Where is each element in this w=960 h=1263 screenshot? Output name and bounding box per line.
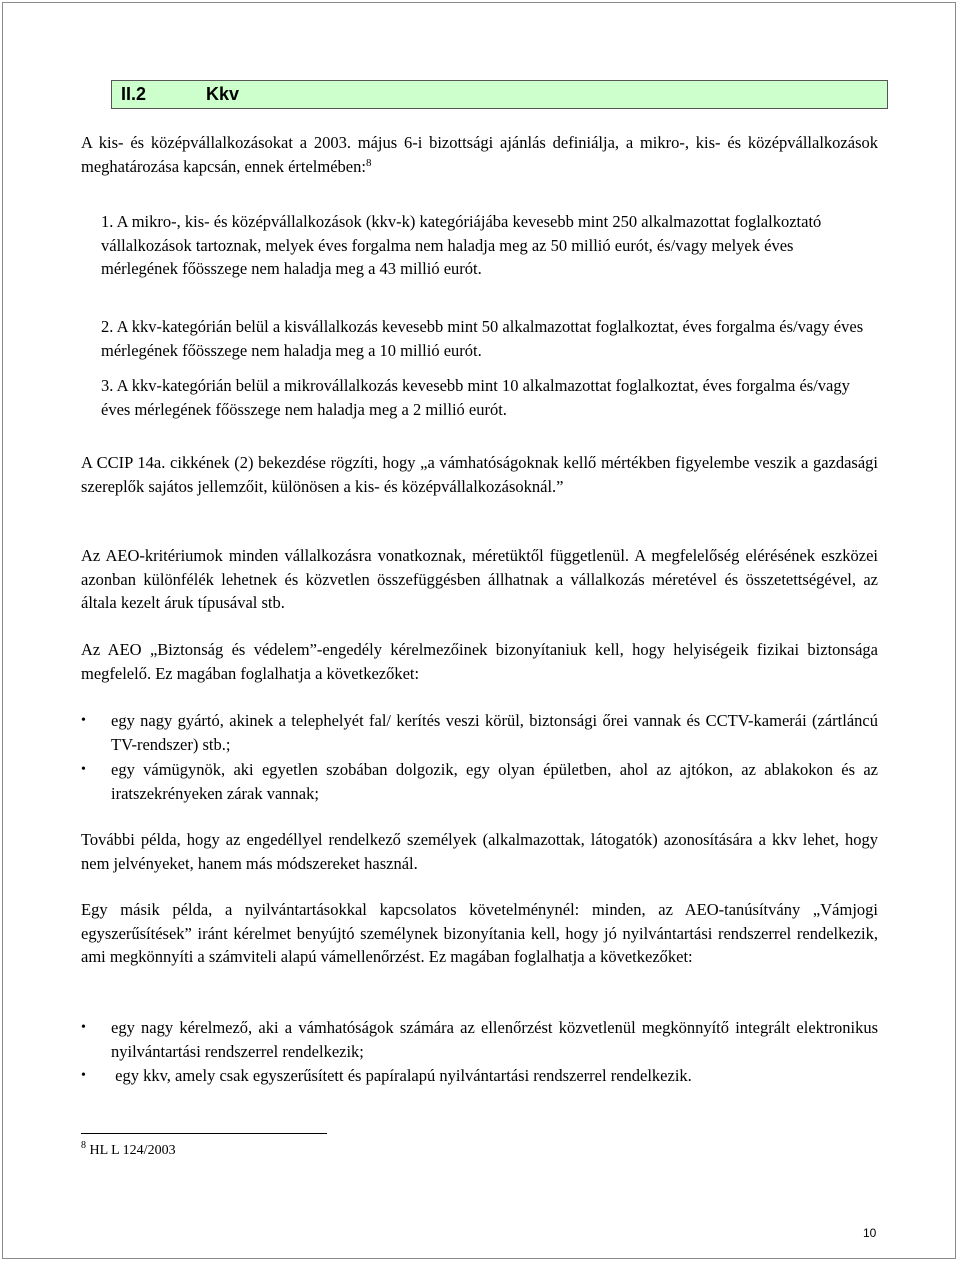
list-item-text: egy nagy gyártó, akinek a telephelyét fal/ kerítés veszi körül, biztonsági őrei vannak és CCTV-kamerái (zártláncú TV-rendszer) stb.; [111, 711, 878, 754]
bullet-icon: • [81, 1020, 86, 1035]
bullet-icon: • [81, 713, 86, 728]
aeo-criteria-paragraph: Az AEO-kritériumok minden vállalkozásra vonatkoznak, méretüktől függetlenül. A megfelelőség elérésének eszközei azonban különfélék lehetnek és közvetlen összefüggésben állhatnak a vállalkozás méretével és összetettségével, az általa kezelt áruk típusával stb. [81, 546, 878, 612]
section-heading [111, 80, 888, 109]
ccip-paragraph: A CCIP 14a. cikkének (2) bekezdése rögzíti, hogy „a vámhatóságoknak kellő mértékben figyelembe veszik a gazdasági szereplők sajátos jellemzőit, különösen a kis- és középvállalkozásoknál.” [81, 453, 878, 496]
footnote [81, 1140, 176, 1162]
further-example-paragraph: További példa, hogy az engedéllyel rendelkező személyek (alkalmazottak, látogatók) azonosítására a kkv lehet, hogy nem jelvényeket, hanem más módszereket használ. [81, 830, 878, 873]
records-example-paragraph: Egy másik példa, a nyilvántartásokkal kapcsolatos követelménynél: minden, az AEO-tanúsítvány „Vámjogi egyszerűsítések” iránt kérelmet benyújtó személynek bizonyítania kell, hogy jó nyilvántartási rendszerrel rendelkezik, ami megkönnyíti a számviteli alapú vámellenőrzést. Ez magában foglalhatja a következőket: [81, 900, 878, 966]
list-item-text: egy nagy kérelmező, aki a vámhatóságok számára az ellenőrzést közvetlenül megkönnyítő integrált elektronikus nyilvántartási rendszerrel rendelkezik; [111, 1018, 878, 1061]
intro-paragraph [81, 131, 878, 178]
definition-2: 2. A kkv-kategórián belül a kisvállalkozás kevesebb mint 50 alkalmazottat foglalkoztat, éves forgalma és/vagy éves mérlegének főösszege nem haladja meg a 10 millió eurót. [101, 317, 864, 360]
security-paragraph: Az AEO „Biztonság és védelem”-engedély kérelmezőinek bizonyítaniuk kell, hogy helyiségeik fizikai biztonsága megfelelő. Ez magában foglalhatja a következőket: [81, 640, 878, 683]
bullet-icon: • [81, 1068, 86, 1083]
footnote-number: 8 [81, 1140, 86, 1151]
definition-3: 3. A kkv-kategórián belül a mikrovállalkozás kevesebb mint 10 alkalmazottat foglalkoztat, éves forgalma és/vagy éves mérlegének főösszege nem haladja meg a 2 millió eurót. [101, 376, 850, 419]
list-item-text: egy vámügynök, aki egyetlen szobában dolgozik, egy olyan épületben, ahol az ajtókon, az ablakokon és az iratszekrényeken zárak vannak; [111, 760, 878, 803]
bullet-icon: • [81, 762, 86, 777]
section-title: Kkv [206, 84, 240, 104]
definition-1: 1. A mikro-, kis- és középvállalkozások (kkv-k) kategóriájába kevesebb mint 250 alkalmazottat foglalkoztató vállalkozások tartoznak, melyek éves forgalma nem haladja meg az 50 millió eurót, és/vagy melyek éves mérlegének főösszege nem haladja meg a 43 millió eurót. [101, 212, 822, 278]
section-number: II.2 [121, 84, 147, 104]
footnote-separator [81, 1133, 327, 1134]
intro-text: A kis- és középvállalkozásokat a 2003. május 6-i bizottsági ajánlás definiálja, a mikro-, kis- és középvállalkozások meghatározása kapcsán, ennek értelmében: [81, 133, 878, 176]
footnote-reference: 8 [365, 156, 372, 169]
list-item-text: egy kkv, amely csak egyszerűsített és papíralapú nyilvántartási rendszerrel rendelkezik. [111, 1066, 692, 1085]
page-number: 10 [863, 1226, 877, 1240]
footnote-text: HL L 124/2003 [89, 1143, 176, 1158]
